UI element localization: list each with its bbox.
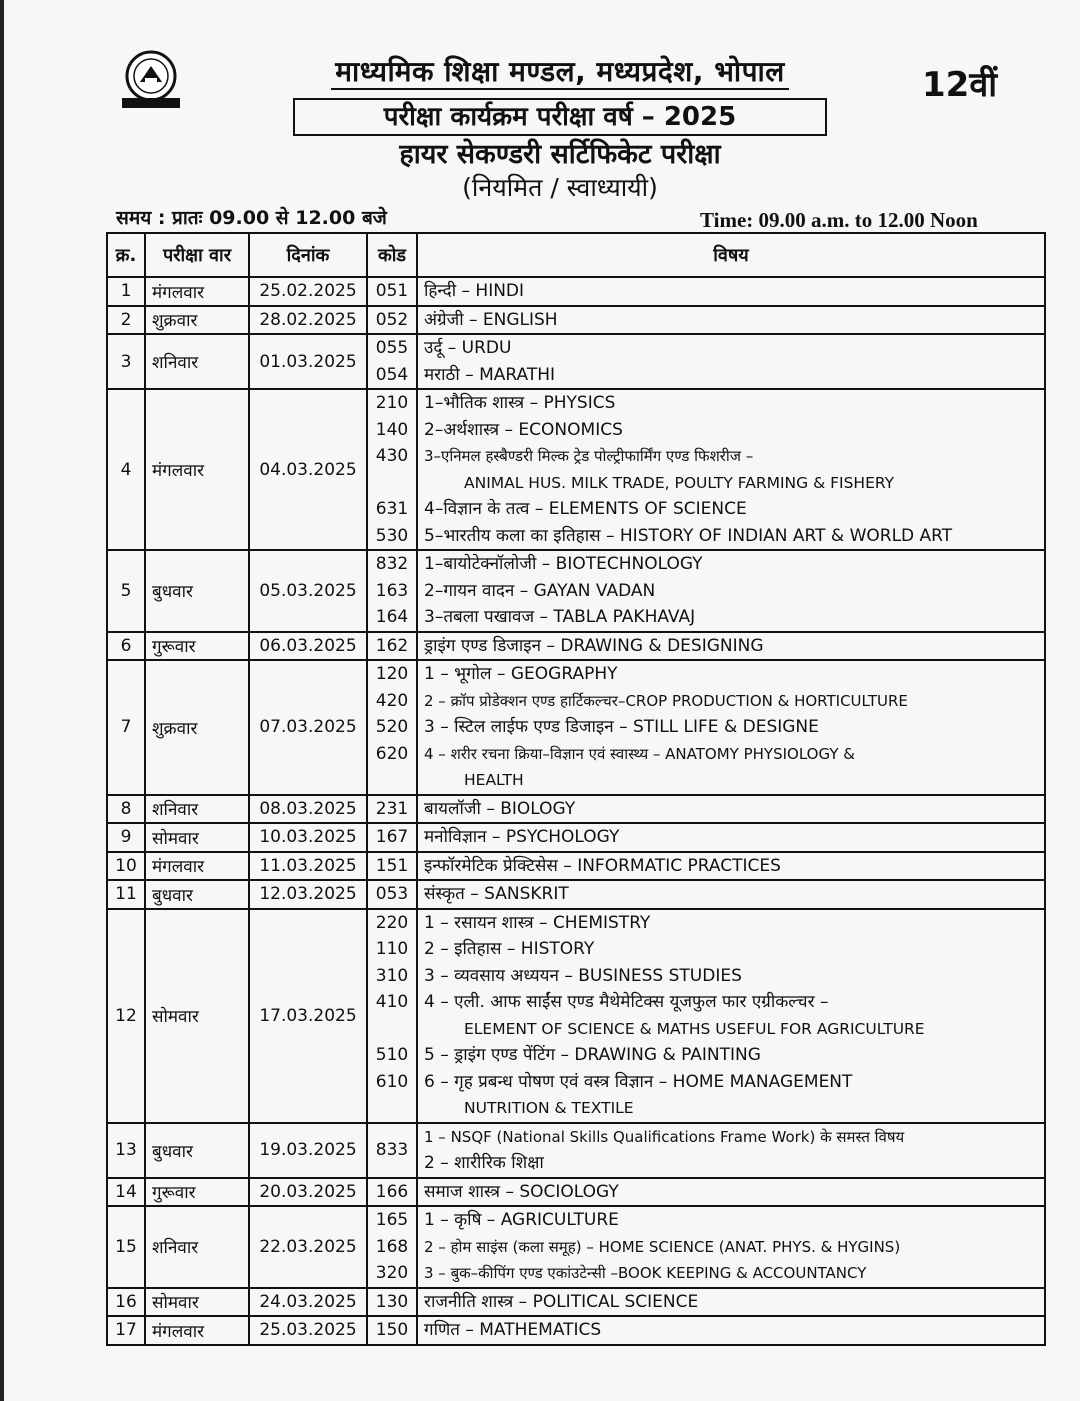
row-serial: 11 [107, 880, 145, 909]
subject-code: 310 [375, 965, 409, 986]
header-date: दिनांक [249, 233, 367, 277]
subject-code: 610 [375, 1071, 409, 1092]
subject-line: 2 – इतिहास – HISTORY [424, 939, 595, 959]
subject-line: गणित – MATHEMATICS [424, 1320, 602, 1340]
subject-code: 168 [375, 1236, 409, 1257]
table-row [107, 1178, 1045, 1207]
subject-line: 3 – बुक–कीपिंग एण्ड एकांउटेन्सी –BOOK KEEPING & ACCOUNTANCY [424, 1264, 867, 1282]
row-codes [367, 1178, 417, 1207]
subject-line: उर्दू – URDU [424, 338, 512, 358]
row-serial: 10 [107, 852, 145, 881]
page-edge-line [0, 0, 4, 1401]
row-date: 07.03.2025 [249, 660, 367, 795]
table-row [107, 632, 1045, 661]
table-row [107, 852, 1045, 881]
subject-code: 410 [375, 992, 409, 1012]
subject-line: 5 – ड्राइंग एण्ड पेंटिंग – DRAWING & PAINTING [424, 1045, 761, 1065]
table-header-row [107, 233, 1045, 277]
row-day: सोमवार [145, 909, 249, 1123]
subject-code [374, 1016, 410, 1043]
subject-code: 210 [375, 393, 409, 413]
row-subjects [417, 277, 1045, 306]
row-day: शुक्रवार [145, 306, 249, 335]
row-day: गुरूवार [145, 1178, 249, 1207]
table-row [107, 334, 1045, 389]
subject-code: 631 [375, 499, 409, 519]
row-date: 12.03.2025 [249, 880, 367, 909]
subject-line: राजनीति शास्त्र – POLITICAL SCIENCE [424, 1291, 699, 1312]
header-day: परीक्षा वार [145, 233, 249, 277]
table-row [107, 909, 1045, 1123]
row-codes [367, 909, 417, 1123]
subject-line: मनोविज्ञान – PSYCHOLOGY [424, 827, 620, 847]
subject-line: 1 – भूगोल – GEOGRAPHY [424, 664, 618, 684]
subject-line: संस्कृत – SANSKRIT [424, 884, 569, 904]
row-subjects [417, 880, 1045, 909]
subject-line: 2–अर्थशास्त्र – ECONOMICS [424, 419, 623, 440]
subject-code: 620 [375, 743, 409, 764]
subject-line: ELEMENT OF SCIENCE & MATHS USEFUL FOR AGRICULTURE [464, 1019, 925, 1038]
row-codes [367, 334, 417, 389]
subject-line: मराठी – MARATHI [424, 364, 556, 385]
subject-line: HEALTH [464, 771, 524, 789]
row-serial: 13 [107, 1123, 145, 1178]
row-serial: 6 [107, 632, 145, 661]
row-date: 08.03.2025 [249, 795, 367, 824]
row-subjects [417, 1178, 1045, 1207]
subject-line: 1 – NSQF (National Skills Qualifications Frame Work) के समस्त विषय [424, 1127, 905, 1146]
subject-line: 4 – शरीर रचना क्रिया–विज्ञान एवं स्वास्थ्य – ANATOMY PHYSIOLOGY & [424, 744, 855, 763]
subject-code: 151 [375, 855, 409, 876]
row-serial: 7 [107, 660, 145, 795]
table-row [107, 660, 1045, 795]
row-date: 24.03.2025 [249, 1288, 367, 1317]
row-codes [367, 1288, 417, 1317]
row-day: गुरूवार [145, 632, 249, 661]
subject-code: 054 [375, 364, 409, 385]
exam-schedule-table [106, 232, 1046, 1346]
row-codes [367, 1123, 417, 1178]
row-day: बुधवार [145, 1123, 249, 1178]
row-subjects [417, 909, 1045, 1123]
row-day: बुधवार [145, 880, 249, 909]
row-date: 25.03.2025 [249, 1316, 367, 1345]
table-row [107, 306, 1045, 335]
row-date: 05.03.2025 [249, 550, 367, 632]
row-codes [367, 306, 417, 335]
subject-line: 1–बायोटेक्नॉलोजी – BIOTECHNOLOGY [424, 554, 703, 574]
row-date: 20.03.2025 [249, 1178, 367, 1207]
table-row [107, 277, 1045, 306]
subject-code: 052 [375, 309, 409, 330]
row-serial: 1 [107, 277, 145, 306]
subject-code: 420 [375, 690, 409, 711]
row-serial: 3 [107, 334, 145, 389]
row-subjects [417, 1206, 1045, 1288]
row-codes [367, 277, 417, 306]
subject-code: 832 [375, 554, 409, 574]
row-codes [367, 823, 417, 852]
row-day: शुक्रवार [145, 660, 249, 795]
header-code: कोड [367, 233, 417, 277]
subject-line: 3 – व्यवसाय अध्ययन – BUSINESS STUDIES [424, 965, 742, 986]
table-body [107, 277, 1045, 1345]
table-row [107, 1316, 1045, 1345]
subject-code: 053 [375, 884, 409, 904]
row-day: मंगलवार [145, 1316, 249, 1345]
row-date: 25.02.2025 [249, 277, 367, 306]
row-serial: 16 [107, 1288, 145, 1317]
subject-code: 140 [375, 419, 409, 440]
subject-line: इन्फॉरमेटिक प्रेक्टिसेस – INFORMATIC PRACTICES [424, 855, 781, 876]
subject-line: बायलॉजी – BIOLOGY [424, 798, 576, 819]
board-title: माध्यमिक शिक्षा मण्डल, मध्यप्रदेश, भोपाल [0, 52, 1080, 90]
subject-line: 4 – एली. आफ साईंस एण्ड मैथेमेटिक्स यूजफुल फार एग्रीकल्चर – [424, 992, 829, 1012]
row-serial: 2 [107, 306, 145, 335]
subject-code: 530 [375, 525, 409, 546]
subject-code: 130 [375, 1291, 409, 1312]
row-day: सोमवार [145, 823, 249, 852]
program-title: परीक्षा कार्यक्रम परीक्षा वर्ष – 2025 [293, 98, 827, 136]
exam-title: हायर सेकण्डरी सर्टिफिकेट परीक्षा [399, 139, 721, 170]
subject-code: 833 [375, 1139, 409, 1160]
subject-line: ANIMAL HUS. MILK TRADE, POULTY FARMING & FISHERY [464, 473, 895, 492]
row-date: 11.03.2025 [249, 852, 367, 881]
row-date: 19.03.2025 [249, 1123, 367, 1178]
row-subjects [417, 334, 1045, 389]
row-codes [367, 632, 417, 661]
subject-code: 167 [375, 827, 409, 847]
row-day: शनिवार [145, 334, 249, 389]
row-date: 17.03.2025 [249, 909, 367, 1123]
header-subject: विषय [417, 233, 1045, 277]
subject-line: 3 – स्टिल लाईफ एण्ड डिजाइन – STILL LIFE & DESIGNE [424, 717, 819, 737]
row-codes [367, 795, 417, 824]
row-codes [367, 550, 417, 632]
exam-mode: (नियमित / स्वाध्यायी) [462, 173, 658, 202]
row-subjects [417, 632, 1045, 661]
row-day: मंगलवार [145, 389, 249, 550]
row-codes [367, 660, 417, 795]
row-subjects [417, 1123, 1045, 1178]
subject-line: 2 – होम साइंस (कला समूह) – HOME SCIENCE (ANAT. PHYS. & HYGINS) [424, 1237, 901, 1256]
subject-line: 2 – शारीरिक शिक्षा [424, 1153, 544, 1173]
row-codes [367, 1206, 417, 1288]
table-row [107, 1288, 1045, 1317]
subject-line: 1 – रसायन शास्त्र – CHEMISTRY [424, 912, 651, 933]
row-serial: 15 [107, 1206, 145, 1288]
subject-code: 162 [375, 635, 409, 656]
subject-line: 1 – कृषि – AGRICULTURE [424, 1210, 619, 1230]
subject-code: 166 [375, 1181, 409, 1202]
row-subjects [417, 389, 1045, 550]
row-date: 01.03.2025 [249, 334, 367, 389]
subject-line: 5–भारतीय कला का इतिहास – HISTORY OF INDIAN ART & WORLD ART [424, 525, 953, 546]
row-serial: 14 [107, 1178, 145, 1207]
subject-line: 2 – क्रॉप प्रोडेक्शन एण्ड हार्टिकल्चर–CROP PRODUCTION & HORTICULTURE [424, 691, 908, 710]
table-row [107, 795, 1045, 824]
subject-code: 510 [375, 1045, 409, 1065]
subject-line: 2–गायन वादन – GAYAN VADAN [424, 580, 656, 601]
row-serial: 8 [107, 795, 145, 824]
table-row [107, 389, 1045, 550]
row-serial: 17 [107, 1316, 145, 1345]
row-codes [367, 389, 417, 550]
subject-code: 220 [375, 912, 409, 933]
row-day: मंगलवार [145, 852, 249, 881]
row-serial: 9 [107, 823, 145, 852]
subject-line: हिन्दी – HINDI [424, 281, 525, 301]
subject-code [374, 767, 410, 794]
row-day: बुधवार [145, 550, 249, 632]
row-date: 28.02.2025 [249, 306, 367, 335]
time-english: Time: 09.00 a.m. to 12.00 Noon [700, 208, 978, 232]
row-subjects [417, 306, 1045, 335]
subject-line: ड्राइंग एण्ड डिजाइन – DRAWING & DESIGNING [424, 635, 764, 656]
row-subjects [417, 852, 1045, 881]
subject-line: 4–विज्ञान के तत्व – ELEMENTS OF SCIENCE [424, 499, 747, 519]
time-hindi: समय : प्रातः 09.00 से 12.00 बजे [116, 207, 387, 229]
subject-code: 320 [375, 1263, 409, 1283]
subject-line: अंग्रेजी – ENGLISH [424, 309, 558, 330]
row-serial: 5 [107, 550, 145, 632]
subject-code: 110 [375, 939, 409, 959]
row-day: सोमवार [145, 1288, 249, 1317]
header-serial: क्र. [107, 233, 145, 277]
table-row [107, 1123, 1045, 1178]
row-subjects [417, 660, 1045, 795]
subject-code: 163 [375, 580, 409, 601]
row-subjects [417, 550, 1045, 632]
row-date: 06.03.2025 [249, 632, 367, 661]
subject-line: समाज शास्त्र – SOCIOLOGY [424, 1181, 619, 1202]
row-date: 10.03.2025 [249, 823, 367, 852]
subject-code: 430 [375, 446, 409, 466]
subject-code: 051 [375, 281, 409, 301]
subject-code: 150 [375, 1320, 409, 1340]
row-date: 22.03.2025 [249, 1206, 367, 1288]
subject-line: 3–तबला पखावज – TABLA PAKHAVAJ [424, 607, 696, 627]
subject-line: 6 – गृह प्रबन्ध पोषण एवं वस्त्र विज्ञान – HOME MANAGEMENT [424, 1071, 853, 1092]
subject-line: 1–भौतिक शास्त्र – PHYSICS [424, 393, 616, 413]
subject-code [374, 470, 410, 497]
subject-code: 164 [375, 607, 409, 627]
table-row [107, 1206, 1045, 1288]
subject-line: 3–एनिमल हस्बैण्डरी मिल्क ट्रेड पोल्ट्रीफार्मिंग एण्ड फिशरीज – [424, 447, 754, 465]
row-codes [367, 852, 417, 881]
row-serial: 4 [107, 389, 145, 550]
row-codes [367, 880, 417, 909]
subject-code: 520 [375, 717, 409, 737]
row-subjects [417, 1288, 1045, 1317]
row-date: 04.03.2025 [249, 389, 367, 550]
subject-line: NUTRITION & TEXTILE [464, 1099, 634, 1117]
row-serial: 12 [107, 909, 145, 1123]
table-row [107, 823, 1045, 852]
subject-code [374, 1095, 410, 1122]
table-row [107, 550, 1045, 632]
row-day: शनिवार [145, 795, 249, 824]
grade-label: 12वीं [922, 65, 998, 105]
table-row [107, 880, 1045, 909]
subject-code: 165 [375, 1210, 409, 1230]
subject-code: 231 [375, 798, 409, 819]
row-day: शनिवार [145, 1206, 249, 1288]
row-day: मंगलवार [145, 277, 249, 306]
row-subjects [417, 1316, 1045, 1345]
subject-code: 120 [375, 664, 409, 684]
row-subjects [417, 823, 1045, 852]
row-subjects [417, 795, 1045, 824]
subject-code: 055 [375, 338, 409, 358]
row-codes [367, 1316, 417, 1345]
